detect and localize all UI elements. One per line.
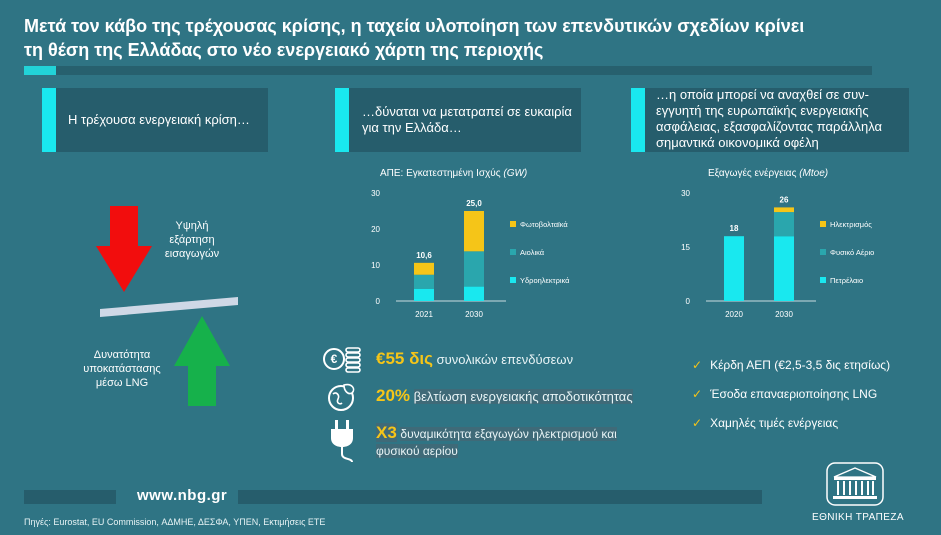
res-bar-segment	[414, 263, 434, 275]
leaf-globe-icon	[324, 381, 358, 413]
stat-investments	[376, 351, 573, 368]
stat-efficiency-value: 20%	[376, 386, 411, 405]
res-bar-segment	[414, 275, 434, 289]
bank-building-logo-icon	[826, 462, 884, 506]
chart-res-title-unit: (GW)	[503, 168, 528, 179]
title-divider-bar	[56, 66, 872, 75]
stat-export-capacity-desc-1: δυναμικότητα εξαγωγών ηλεκτρισμού και	[400, 427, 617, 441]
euro-coins-icon	[322, 343, 362, 375]
res-total-label: 10,6	[416, 250, 432, 260]
res-legend-swatch	[510, 277, 516, 283]
exp-legend-swatch	[820, 277, 826, 283]
plug-icon	[326, 418, 358, 464]
box-current-crisis-text: Η τρέχουσα ενεργειακή κρίση…	[68, 112, 250, 127]
res-ytick-label: 10	[371, 261, 380, 270]
check-icon: ✓	[692, 416, 703, 430]
res-category-label: 2030	[465, 310, 483, 319]
res-category-label: 2021	[415, 310, 433, 319]
exp-ytick-label: 30	[681, 189, 690, 198]
title-line-1: Μετά τον κάβο της τρέχουσας κρίσης, η ταχεία υλοποίηση των επενδυτικών σχεδίων κρίνει	[24, 16, 805, 36]
exp-category-label: 2020	[725, 310, 743, 319]
exp-total-label: 18	[729, 224, 739, 234]
title-accent-bar	[24, 66, 56, 75]
footer-bar-right	[238, 490, 762, 504]
exp-legend-label: Φυσικό Αέριο	[830, 248, 875, 257]
website-link[interactable]: www.nbg.gr	[137, 487, 228, 504]
res-ytick-label: 30	[371, 189, 380, 198]
exp-legend-label: Πετρέλαιο	[830, 276, 864, 285]
footer-bar-left	[24, 490, 116, 504]
chart-res-title	[380, 168, 527, 179]
bank-logo-text: ΕΘΝΙΚΗ ΤΡΑΠΕΖΑ	[812, 512, 904, 523]
chart-exports-title-unit: (Mtoe)	[799, 168, 829, 179]
exp-bar-segment	[724, 236, 744, 301]
res-bar-segment	[464, 251, 484, 286]
crisis-bottom-label: Δυνατότητα υποκατάστασης μέσω LNG	[83, 349, 161, 389]
crisis-top-label: Υψηλή εξάρτηση εισαγωγών	[164, 220, 220, 260]
exp-bar-segment	[774, 207, 794, 212]
stat-export-capacity	[376, 425, 617, 442]
stat-export-capacity-line2	[376, 443, 458, 459]
benefit-item	[692, 387, 877, 401]
stat-export-capacity-value: Χ3	[376, 423, 397, 442]
box-opportunity-text: …δύναται να μετατραπεί σε ευκαιρία για την Ελλάδα…	[362, 104, 572, 135]
exp-bar-segment	[774, 236, 794, 301]
svg-text:€: €	[330, 352, 338, 366]
stat-efficiency-desc: βελτίωση ενεργειακής αποδοτικότητας	[413, 389, 633, 404]
res-ytick-label: 0	[375, 297, 380, 306]
box-accent	[42, 88, 56, 152]
green-up-arrow	[174, 316, 230, 406]
stat-export-capacity-desc-2: φυσικού αερίου	[376, 444, 458, 458]
sources-note: Πηγές: Eurostat, EU Commission, ΑΔΜΗΕ, ΔΕΣΦΑ, ΥΠΕΝ, Εκτιμήσεις ΕΤΕ	[24, 517, 326, 527]
chart-energy-exports	[670, 185, 910, 327]
benefit-text: Χαμηλές τιμές ενέργειας	[710, 416, 839, 430]
box-accent	[631, 88, 645, 152]
chart-exports-title	[708, 168, 828, 179]
exp-ytick-label: 0	[685, 297, 690, 306]
res-bar-segment	[414, 289, 434, 301]
stat-investments-value: €55 δις	[376, 349, 433, 368]
res-ytick-label: 20	[371, 225, 380, 234]
res-legend-swatch	[510, 221, 516, 227]
chart-res-title-text: ΑΠΕ: Εγκατεστημένη Ισχύς	[380, 168, 501, 179]
exp-legend-label: Ηλεκτρισμός	[830, 220, 872, 229]
page-title	[24, 14, 924, 62]
exp-legend-swatch	[820, 249, 826, 255]
benefit-text: Έσοδα επαναεριοποίησης LNG	[710, 387, 878, 401]
exp-category-label: 2030	[775, 310, 793, 319]
benefit-item	[692, 416, 838, 430]
res-bar-segment	[464, 287, 484, 301]
res-legend-label: Αιολικά	[520, 248, 545, 257]
exp-total-label: 26	[779, 195, 789, 205]
stat-investments-desc: συνολικών επενδύσεων	[436, 352, 574, 367]
chart-res-capacity	[360, 185, 600, 327]
box-accent	[335, 88, 349, 152]
exp-legend-swatch	[820, 221, 826, 227]
exp-ytick-label: 15	[681, 243, 690, 252]
res-bar-segment	[464, 211, 484, 251]
box-guarantor-text: …η οποία μπορεί να αναχθεί σε συν-εγγυητή της ευρωπαϊκής ενεργειακής ασφάλειας, εξασφαλίζοντας παράλληλα σημαντικά οικονομικά οφέλη	[656, 87, 883, 150]
stat-efficiency	[376, 388, 633, 405]
title-line-2: τη θέση της Ελλάδας στο νέο ενεργειακό χάρτη της περιοχής	[24, 40, 544, 60]
exp-bar-segment	[774, 212, 794, 236]
res-legend-label: Φωτοβολταϊκά	[520, 220, 568, 229]
check-icon: ✓	[692, 358, 703, 372]
benefit-text: Κέρδη ΑΕΠ (€2,5-3,5 δις ετησίως)	[710, 358, 891, 372]
res-total-label: 25,0	[466, 199, 482, 208]
chart-exports-title-text: Εξαγωγές ενέργειας	[708, 168, 797, 179]
red-down-arrow	[96, 206, 152, 292]
res-legend-swatch	[510, 249, 516, 255]
check-icon: ✓	[692, 387, 703, 401]
white-beam	[100, 297, 238, 317]
benefit-item	[692, 358, 890, 372]
res-legend-label: Υδροηλεκτρικά	[520, 276, 570, 285]
